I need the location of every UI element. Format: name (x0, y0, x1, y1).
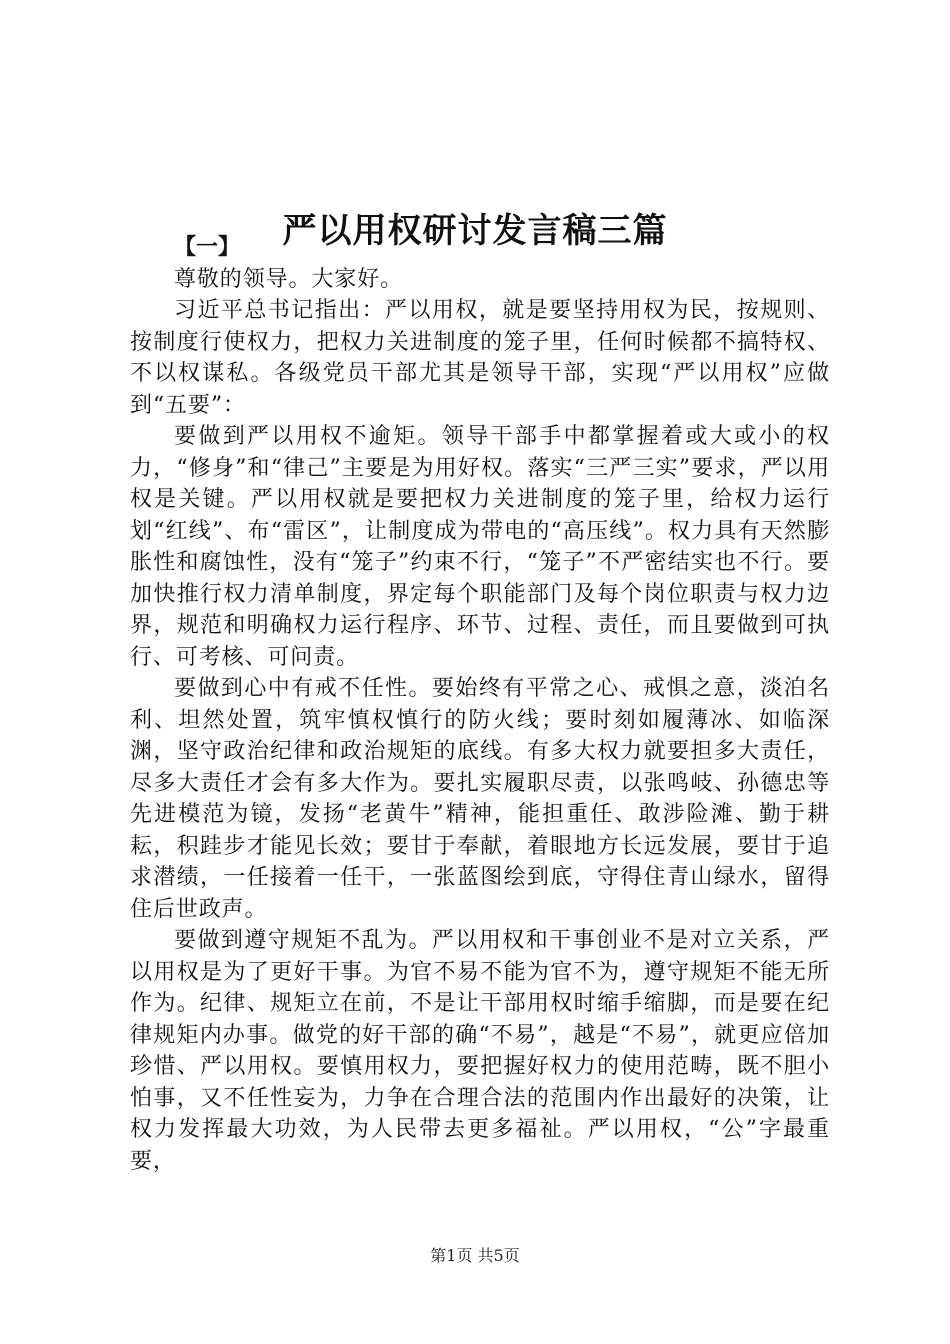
paragraph-point-1: 要做到严以用权不逾矩。领导干部手中都掌握着或大或小的权力，“修身”和“律己”主要是为用好权。落实“三严三实”要求，严以用权是关键。严以用权就是要把权力关进制度的笼子里，给权力运行划“红线”、布“雷区”，让制度成为带电的“高压线”。权力具有天然膨胀性和腐蚀性，没有“笼子”约束不行，“笼子”不严密结实也不行。要加快推行权力清单制度，界定每个职能部门及每个岗位职责与权力边界，规范和明确权力运行程序、环节、过程、责任，而且要做到可执行、可考核、可问责。 (130, 424, 830, 670)
document-body (130, 232, 830, 1177)
paragraph-point-2: 要做到心中有戒不任性。要始终有平常之心、戒惧之意，淡泊名利、坦然处置，筑牢慎权慎行的防火线；要时刻如履薄冰、如临深渊，坚守政治纪律和政治规矩的底线。有多大权力就要担多大责任，尽多大责任才会有多大作为。要扎实履职尽责，以张鸣岐、孙德忠等先进模范为镜，发扬“老黄牛”精神，能担重任、敢涉险滩、勤于耕耘，积跬步才能见长效；要甘于奉献，着眼地方长远发展，要甘于追求潜绩，一任接着一任干，一张蓝图绘到底，守得住青山绿水，留得住后世政声。 (130, 676, 830, 922)
paragraph-greeting: 尊敬的领导。大家好。 (174, 266, 404, 292)
document-title: 严以用权研讨发言稿三篇 (282, 210, 668, 251)
section-label: 【一】 (174, 234, 241, 260)
paragraph-intro: 习近平总书记指出：严以用权，就是要坚持用权为民，按规则、按制度行使权力，把权力关进制度的笼子里，任何时候都不搞特权、不以权谋私。各级党员干部尤其是领导干部，实现“严以用权”应做到“五要”： (130, 298, 830, 418)
paragraph-point-3: 要做到遵守规矩不乱为。严以用权和干事创业不是对立关系，严以用权是为了更好干事。为官不易不能为官不为，遵守规矩不能无所作为。纪律、规矩立在前，不是让干部用权时缩手缩脚，而是要在纪律规矩内办事。做党的好干部的确“不易”，越是“不易”，就更应倍加珍惜、严以用权。要慎用权力，要把握好权力的使用范畴，既不胆小怕事，又不任性妄为，力争在合理合法的范围内作出最好的决策，让权力发挥最大功效，为人民带去更多福祉。严以用权，“公”字最重要， (130, 928, 830, 1174)
page-number-footer: 第1页 共5页 (430, 1246, 520, 1265)
